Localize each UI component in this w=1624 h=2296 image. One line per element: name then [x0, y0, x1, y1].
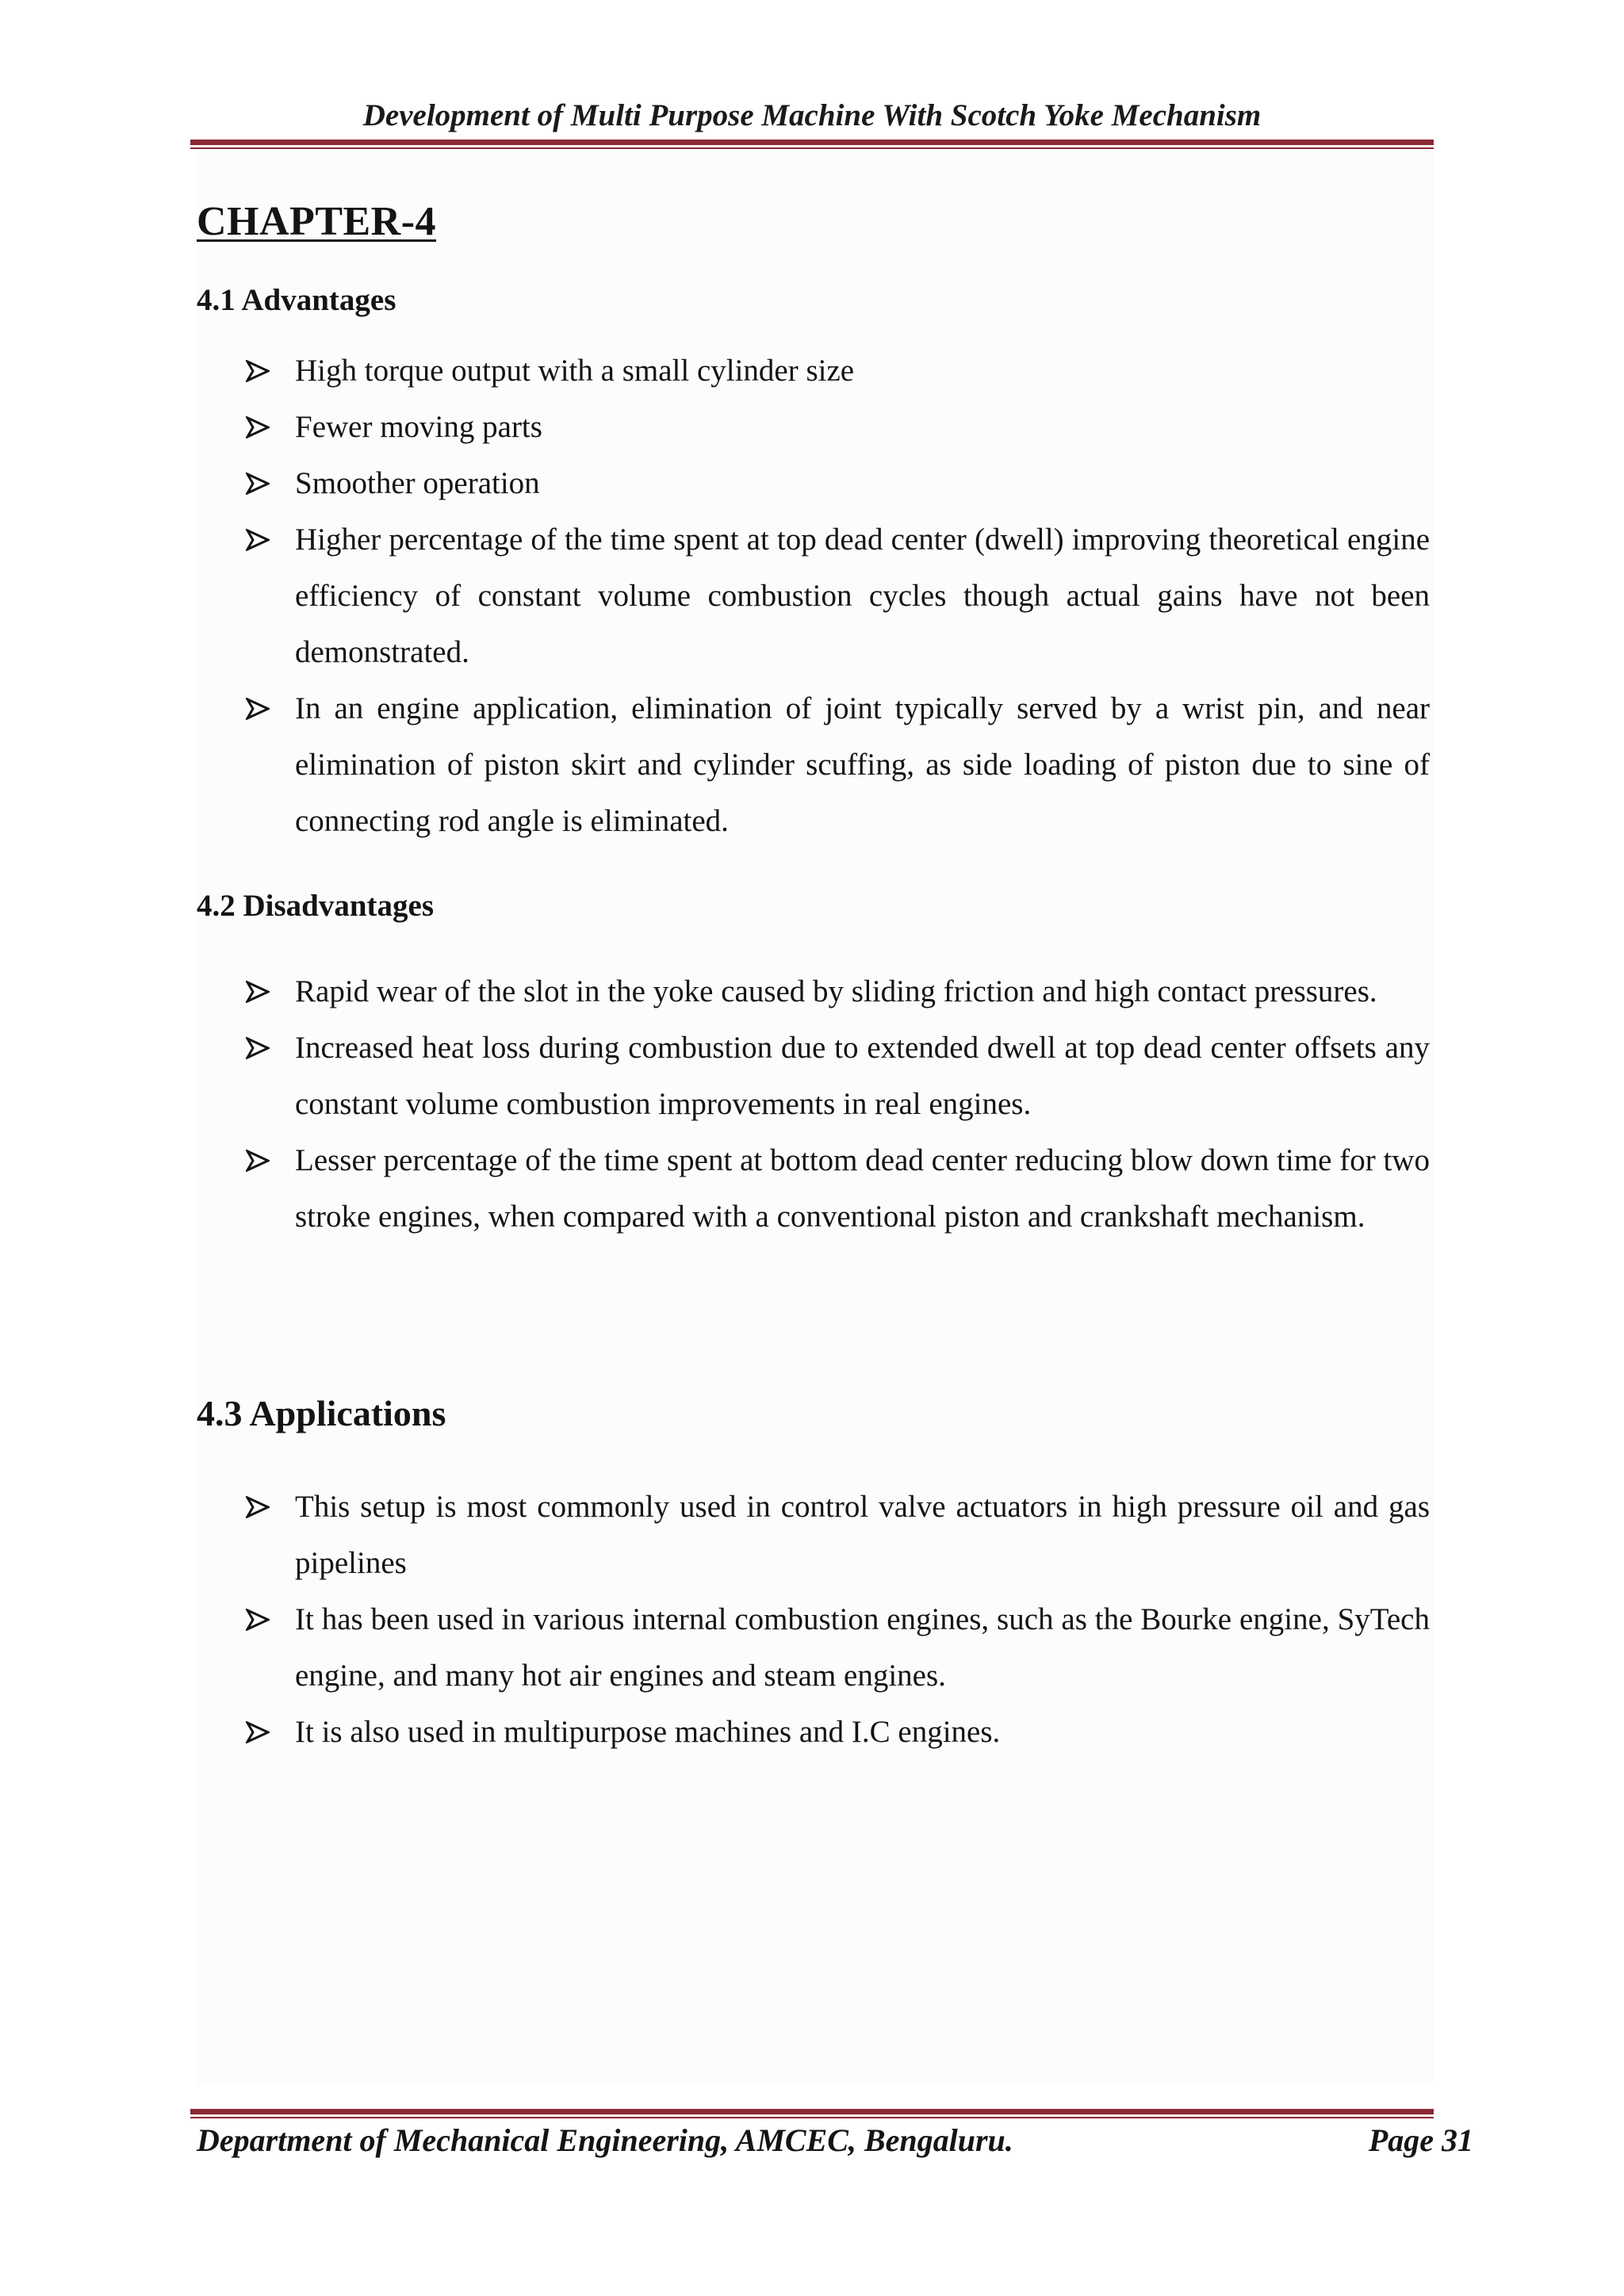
list-item [246, 963, 1430, 1020]
advantages-list [246, 342, 1430, 849]
list-item-text: Smoother operation [295, 466, 540, 500]
list-item-text: In an engine application, elimination of joint typically served by a wrist pin, and near elimination of piston skirt and cylinder scuffing, as side loading of piston due to sine of connecting rod angle is eliminated. [295, 691, 1430, 838]
section-heading-disadvantages: 4.2 Disadvantages [197, 889, 435, 923]
list-item [246, 1132, 1430, 1245]
list-item [246, 1704, 1430, 1760]
arrow-bullet-icon [246, 1037, 270, 1059]
applications-list [246, 1479, 1430, 1760]
list-item-text: It is also used in multipurpose machines and I.C engines. [295, 1715, 1001, 1749]
header-rule [190, 140, 1434, 149]
footer-rule [190, 2109, 1434, 2118]
list-item-text: Fewer moving parts [295, 410, 542, 444]
list-item [246, 399, 1430, 455]
list-item [246, 1591, 1430, 1704]
chapter-title: CHAPTER-4 [197, 199, 437, 244]
list-item-text: It has been used in various internal combustion engines, such as the Bourke engine, SyTech engine, and many hot air engines and steam engines. [295, 1602, 1430, 1693]
list-item-text: Rapid wear of the slot in the yoke caused by sliding friction and high contact pressures. [295, 974, 1377, 1008]
section-heading-applications: 4.3 Applications [197, 1393, 446, 1433]
arrow-bullet-icon [246, 473, 270, 495]
section-heading-advantages: 4.1 Advantages [197, 283, 396, 317]
arrow-bullet-icon [246, 1609, 270, 1631]
arrow-bullet-icon [246, 698, 270, 720]
list-item-text: This setup is most commonly used in control valve actuators in high pressure oil and gas pipelines [295, 1490, 1430, 1580]
list-item [246, 455, 1430, 511]
disadvantages-list [246, 963, 1430, 1245]
list-item-text: High torque output with a small cylinder size [295, 354, 855, 388]
list-item [246, 680, 1430, 849]
arrow-bullet-icon [246, 1150, 270, 1172]
list-item-text: Increased heat loss during combustion due to extended dwell at top dead center offsets any constant volume combustion improvements in real engines. [295, 1031, 1430, 1121]
list-item [246, 342, 1430, 399]
list-item-text: Higher percentage of the time spent at top dead center (dwell) improving theoretical engine efficiency of constant volume combustion cycles though actual gains have not been demonstrated. [295, 522, 1430, 669]
arrow-bullet-icon [246, 416, 270, 438]
list-item-text: Lesser percentage of the time spent at bottom dead center reducing blow down time for two stroke engines, when compared with a conventional piston and crankshaft mechanism. [295, 1143, 1430, 1234]
list-item [246, 511, 1430, 680]
arrow-bullet-icon [246, 1496, 270, 1518]
arrow-bullet-icon [246, 360, 270, 382]
arrow-bullet-icon [246, 529, 270, 551]
list-item [246, 1020, 1430, 1132]
arrow-bullet-icon [246, 1721, 270, 1743]
list-item [246, 1479, 1430, 1591]
running-header: Development of Multi Purpose Machine With Scotch Yoke Mechanism [362, 98, 1262, 132]
page-number: Page 31 [1368, 2122, 1473, 2158]
footer-department: Department of Mechanical Engineering, AMCEC, Bengaluru. [197, 2122, 1013, 2158]
arrow-bullet-icon [246, 981, 270, 1003]
